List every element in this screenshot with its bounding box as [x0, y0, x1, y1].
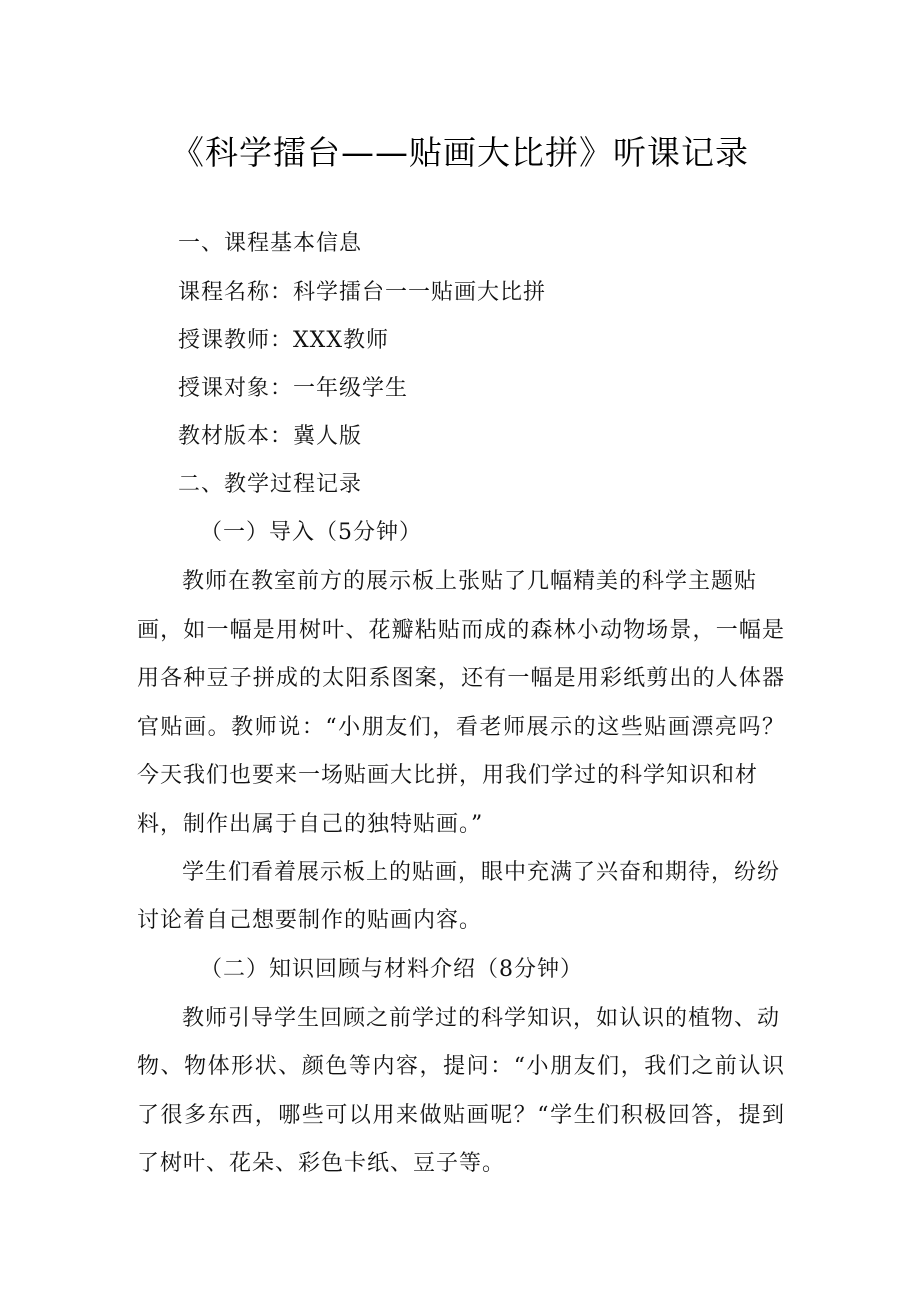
subsection-heading-introduction: （一）导入（5分钟）	[200, 520, 422, 545]
paragraph-line: 官贴画。教师说：“小朋友们，看老师展示的这些贴画漂亮吗？	[137, 715, 785, 740]
paragraph-line: 学生们看着展示板上的贴画，眼中充满了兴奋和期待，纷纷	[182, 860, 781, 885]
paragraph-line: 讨论着自己想要制作的贴画内容。	[137, 908, 483, 933]
paragraph-line: 教师在教室前方的展示板上张贴了几幅精美的科学主题贴	[182, 569, 758, 594]
paragraph-line: 用各种豆子拼成的太阳系图案，还有一幅是用彩纸剪出的人体器	[137, 666, 785, 691]
info-course-name: 课程名称：科学擂台一一贴画大比拼	[178, 280, 547, 305]
paragraph-line: 了树叶、花朵、彩色卡纸、豆子等。	[137, 1151, 506, 1176]
section-heading-basic-info: 一、课程基本信息	[178, 231, 363, 256]
section-heading-teaching-process: 二、教学过程记录	[178, 472, 363, 497]
info-audience: 授课对象：一年级学生	[178, 376, 409, 401]
paragraph-line: 今天我们也要来一场贴画大比拼，用我们学过的科学知识和材	[137, 763, 759, 788]
paragraph-line: 教师引导学生回顾之前学过的科学知识，如认识的植物、动	[182, 1006, 781, 1031]
paragraph-line: 料，制作出属于自己的独特贴画。”	[137, 812, 484, 837]
paragraph-line: 画，如一幅是用树叶、花瓣粘贴而成的森林小动物场景，一幅是	[137, 618, 785, 643]
subsection-heading-knowledge-review: （二）知识回顾与材料介绍（8分钟）	[200, 957, 583, 982]
document-title: 《科学擂台——贴画大比拼》听课记录	[171, 133, 749, 172]
paragraph-line: 物、物体形状、颜色等内容，提问：“小朋友们，我们之前认识	[137, 1054, 785, 1079]
info-teacher: 授课教师：XXX教师	[178, 328, 389, 353]
paragraph-line: 了很多东西，哪些可以用来做贴画呢？“学生们积极回答，提到	[137, 1103, 785, 1128]
info-textbook: 教材版本：冀人版	[178, 424, 363, 449]
